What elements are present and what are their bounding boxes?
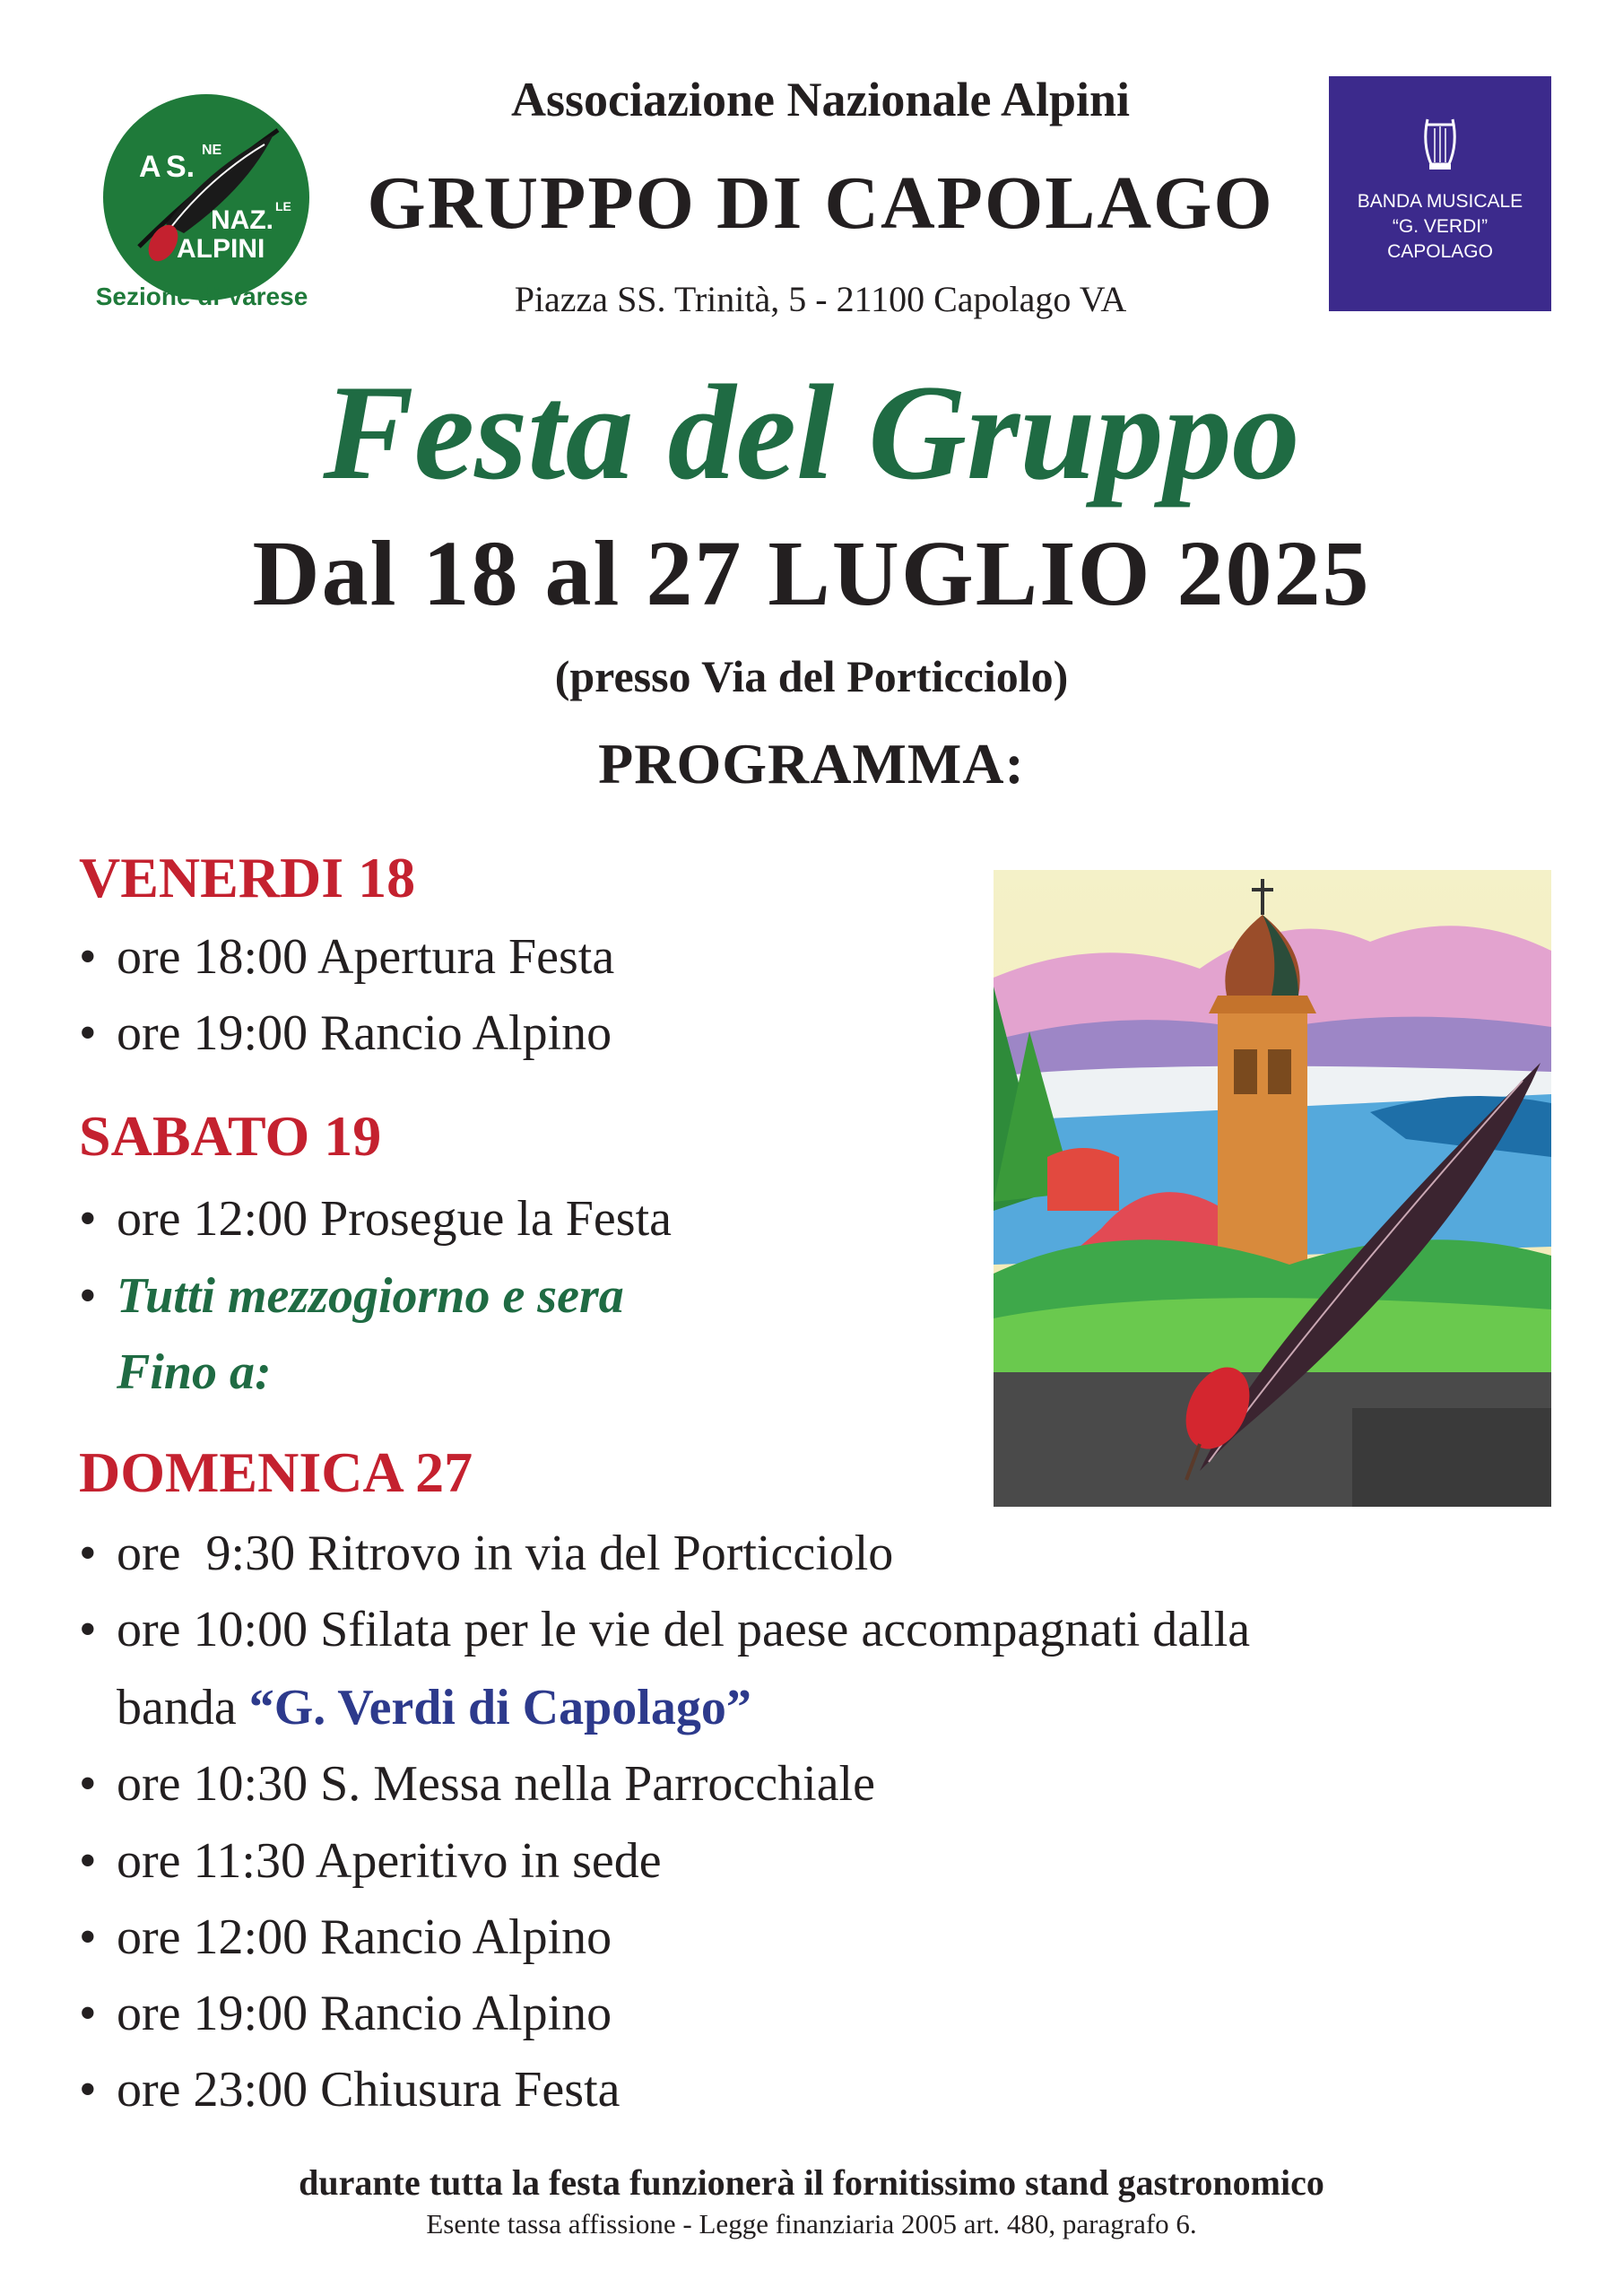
bullet: • <box>79 929 97 985</box>
item-text-prefix: banda <box>117 1680 237 1735</box>
group-address: Piazza SS. Trinità, 5 - 21100 Capolago VA <box>514 279 1127 319</box>
item-text: Sfilata per le vie del paese accompagnati dalla <box>320 1602 1251 1657</box>
schedule-item <box>79 1525 893 1582</box>
logo-letters-le: LE <box>275 199 291 213</box>
logo-letters-alpini: ALPINI <box>177 234 265 264</box>
note-line2: Fino a: <box>117 1344 272 1400</box>
banda-line1: BANDA MUSICALE <box>1357 191 1523 212</box>
schedule-item <box>79 928 614 986</box>
footer-stand-note: durante tutta la festa funzionerà il fornitissimo stand gastronomico <box>299 2162 1324 2203</box>
banda-logo <box>1329 76 1551 311</box>
bullet: • <box>79 1909 97 1965</box>
bullet: • <box>79 1833 97 1889</box>
bullet: • <box>79 1268 97 1324</box>
bullet: • <box>79 1526 97 1581</box>
item-time: ore 23:00 <box>117 2062 308 2118</box>
day-heading-venerdi: VENERDI 18 <box>79 846 416 909</box>
schedule-item <box>79 1909 612 1966</box>
bullet: • <box>79 1756 97 1812</box>
schedule-item <box>79 1601 1250 1658</box>
item-time: ore 18:00 <box>117 929 308 985</box>
footer-legal-note: Esente tassa affissione - Legge finanziaria 2005 art. 480, paragrafo 6. <box>426 2208 1197 2239</box>
item-time: ore 10:00 <box>117 1602 308 1657</box>
item-text: Rancio Alpino <box>320 1986 612 2041</box>
day-heading-sabato: SABATO 19 <box>79 1104 382 1168</box>
item-text: Apertura Festa <box>317 929 615 985</box>
item-time: ore 19:00 <box>117 1005 308 1061</box>
sabato-note <box>79 1267 624 1325</box>
banda-line2: “G. VERDI” <box>1392 216 1488 237</box>
item-time: ore 11:30 <box>117 1833 306 1889</box>
schedule-item <box>79 1755 875 1813</box>
event-dates: Dal 18 al 27 LUGLIO 2025 <box>252 522 1371 625</box>
item-text: Ritrovo in via del Porticciolo <box>308 1526 894 1581</box>
schedule-item <box>79 1004 612 1062</box>
bullet: • <box>79 1005 97 1061</box>
logo-letters-ne: NE <box>202 143 222 158</box>
item-text: S. Messa nella Parrocchiale <box>320 1756 875 1812</box>
item-time: ore 19:00 <box>117 1986 308 2041</box>
programma-heading: PROGRAMMA: <box>598 732 1025 796</box>
church-illustration <box>994 870 1551 1507</box>
schedule-item <box>79 2061 620 2118</box>
banda-line3: CAPOLAGO <box>1387 241 1493 262</box>
banda-highlight: “G. Verdi di Capolago” <box>248 1680 751 1735</box>
group-name: GRUPPO DI CAPOLAGO <box>367 161 1274 245</box>
item-time: ore 9:30 <box>117 1526 296 1581</box>
lyre-icon <box>1329 112 1551 175</box>
note-line1: Tutti mezzogiorno e sera <box>117 1268 624 1324</box>
item-time: ore 12:00 <box>117 1191 308 1247</box>
item-time: ore 12:00 <box>117 1909 308 1965</box>
event-location: (presso Via del Porticciolo) <box>554 651 1069 701</box>
item-text: Aperitivo in sede <box>315 1833 662 1889</box>
item-text: Rancio Alpino <box>320 1005 612 1061</box>
schedule-item <box>79 1190 672 1248</box>
item-text: Prosegue la Festa <box>320 1191 672 1247</box>
logo-letters-as: A <box>139 150 161 184</box>
event-title: Festa del Gruppo <box>323 357 1300 508</box>
item-text: Chiusura Festa <box>320 2062 621 2118</box>
item-time: ore 10:30 <box>117 1756 308 1812</box>
logo-letters-s: S. <box>166 150 195 184</box>
schedule-item-continuation <box>117 1679 751 1736</box>
logo-letters-naz: NAZ. <box>211 205 273 235</box>
association-name: Associazione Nazionale Alpini <box>510 73 1131 126</box>
bullet: • <box>79 2062 97 2118</box>
schedule-item <box>79 1832 662 1890</box>
sezione-label: Sezione di Varese <box>95 283 308 310</box>
item-text: Rancio Alpino <box>320 1909 612 1965</box>
day-heading-domenica: DOMENICA 27 <box>79 1440 473 1504</box>
schedule-item <box>79 1985 612 2042</box>
bullet: • <box>79 1986 97 2041</box>
bullet: • <box>79 1191 97 1247</box>
bullet: • <box>79 1602 97 1657</box>
